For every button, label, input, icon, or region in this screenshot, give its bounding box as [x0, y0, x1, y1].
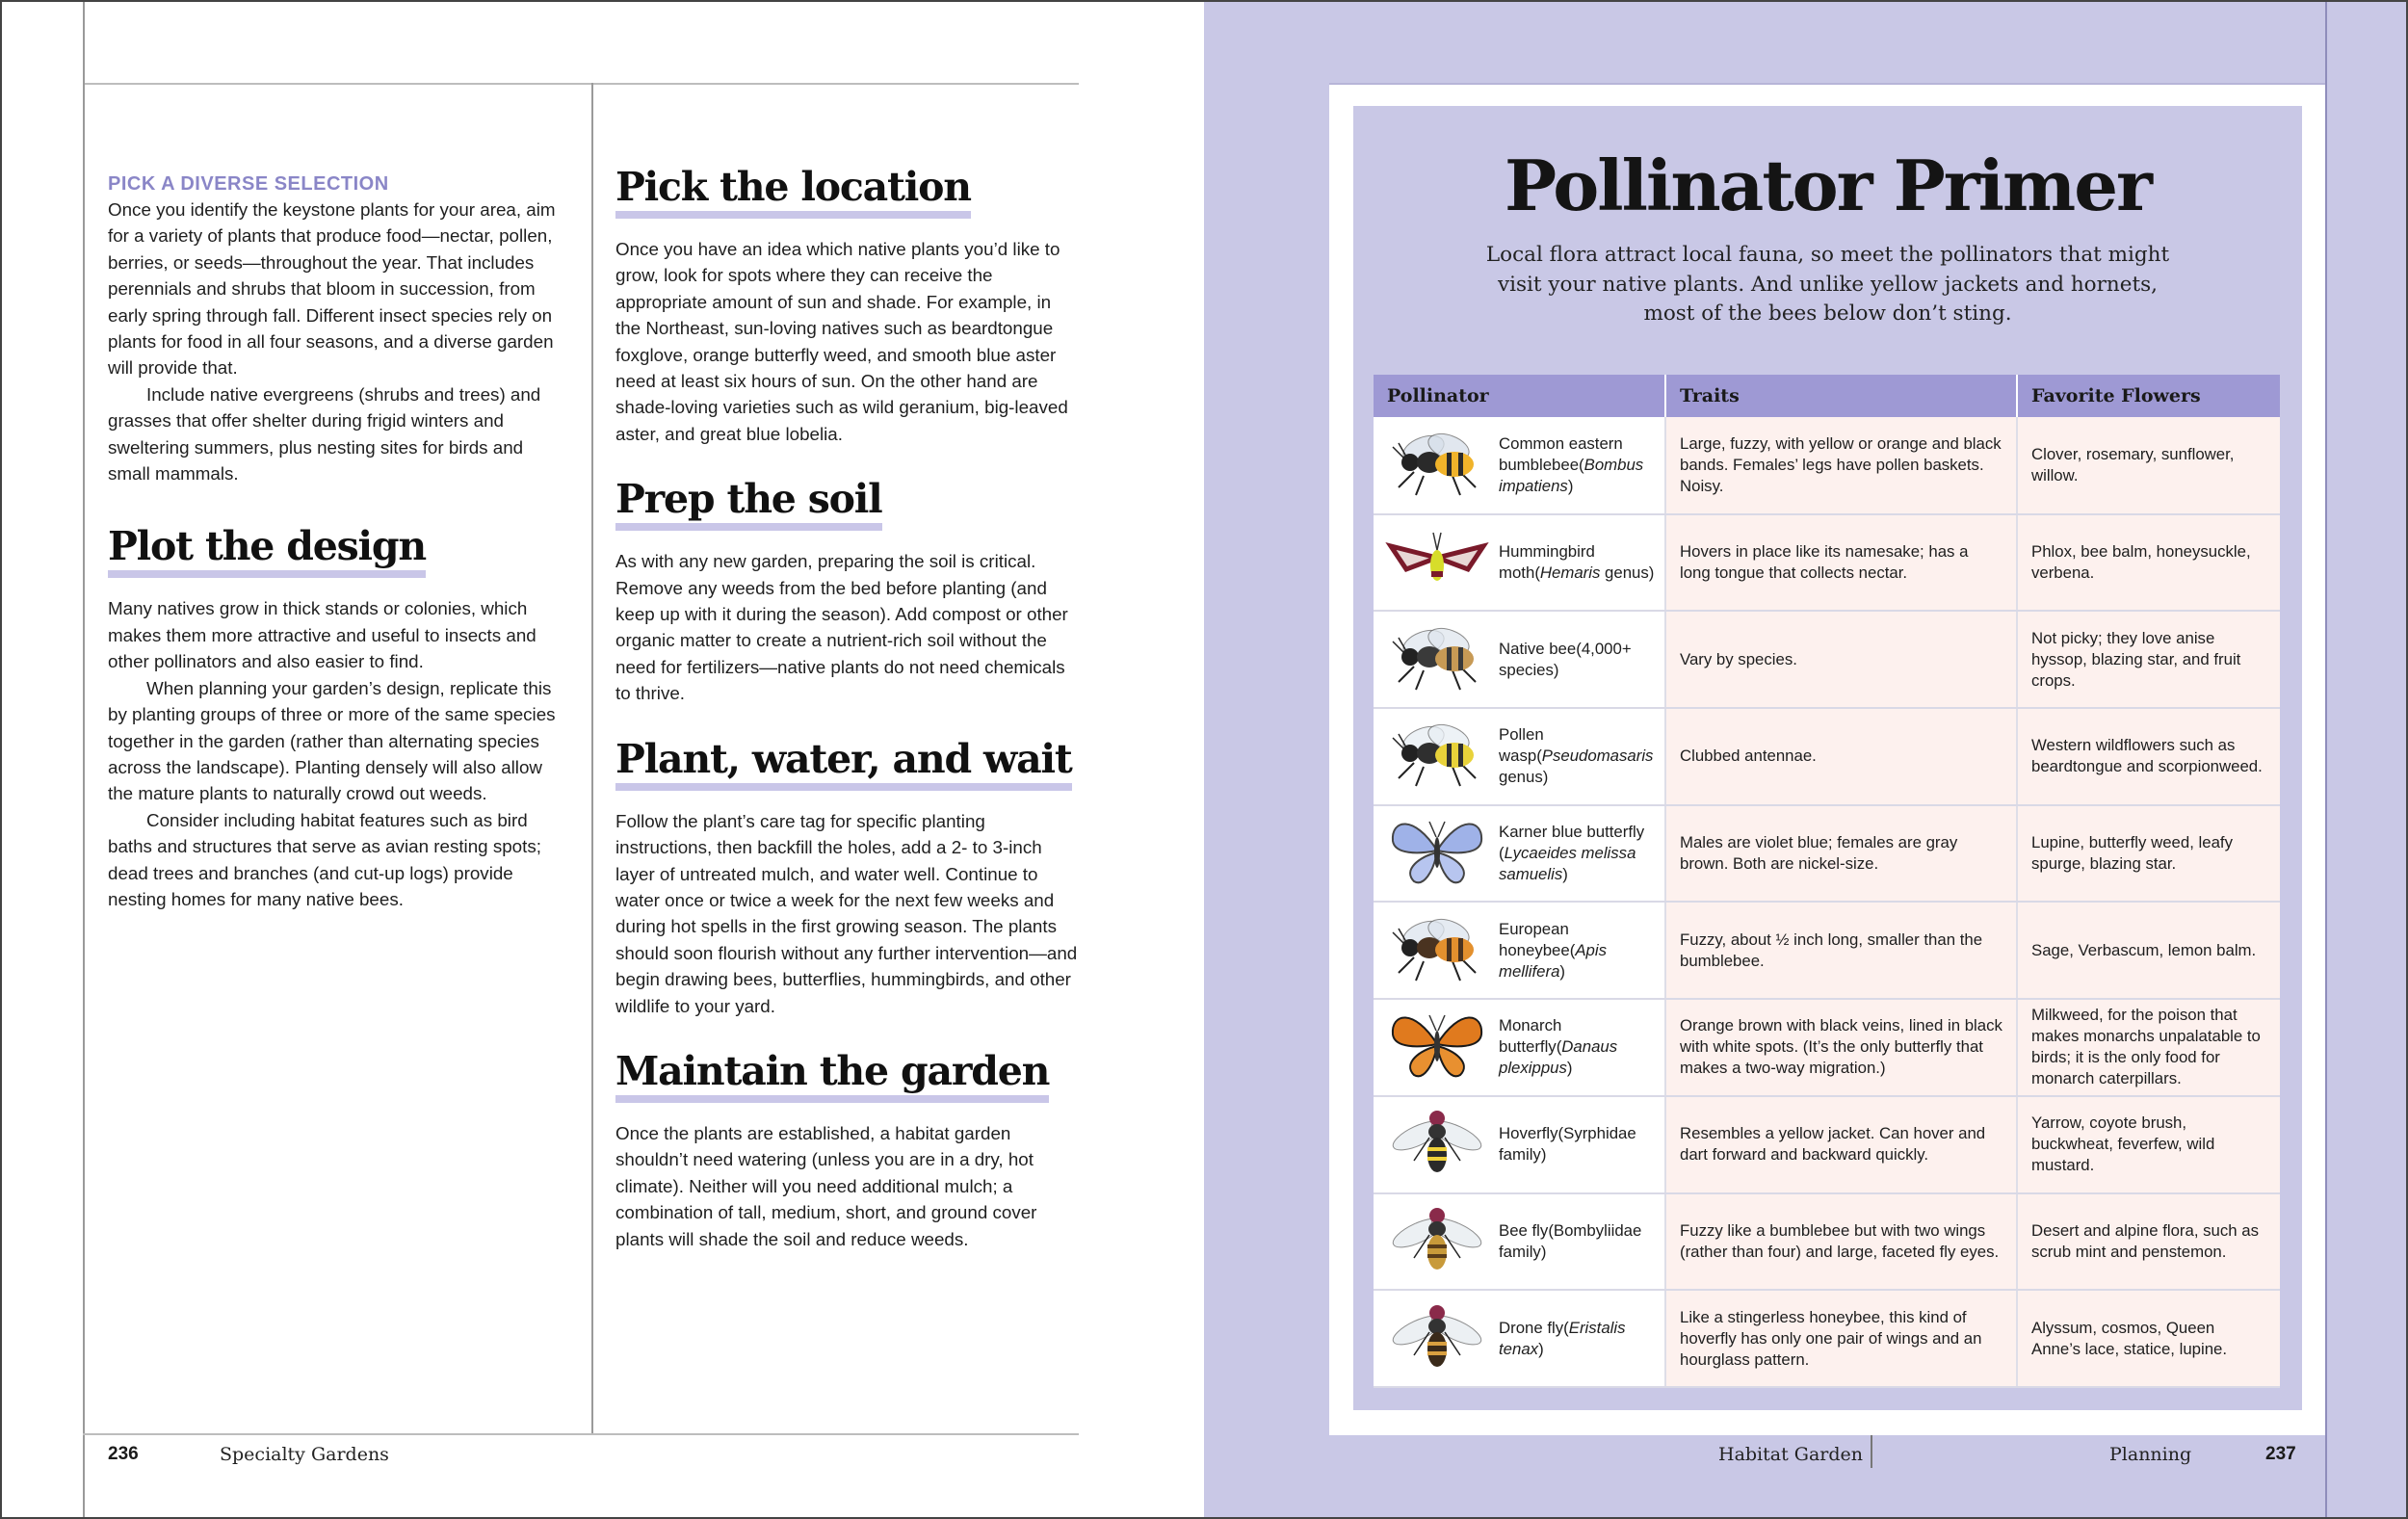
traits-cell: Vary by species.	[1665, 611, 2017, 708]
flowers-cell: Alyssum, cosmos, Queen Anne’s lace, statice, lupine.	[2017, 1290, 2280, 1387]
flowers-cell: Clover, rosemary, sunflower, willow.	[2017, 417, 2280, 514]
hummingbird-moth-icon	[1385, 521, 1489, 604]
monarch-butterfly-icon	[1385, 1006, 1489, 1088]
flowers-cell: Desert and alpine flora, such as scrub mint and penstemon.	[2017, 1193, 2280, 1291]
right-column	[615, 166, 1080, 1283]
honeybee-icon	[1385, 909, 1489, 992]
heading-maintain-garden: Maintain the garden	[615, 1050, 1049, 1103]
traits-cell: Hovers in place like its namesake; has a long tongue that collects nectar.	[1665, 514, 2017, 612]
table-row	[1374, 1193, 2280, 1291]
pollinator-cell	[1374, 611, 1665, 708]
pollinator-name: European honeybee(Apis mellifera)	[1499, 919, 1607, 981]
table-row	[1374, 999, 2280, 1096]
pollinator-name: Hoverfly(Syrphidae family)	[1499, 1124, 1636, 1165]
traits-cell: Clubbed antennae.	[1665, 708, 2017, 805]
traits-cell: Like a stingerless honeybee, this kind of hoverfly has only one pair of wings and an hourglass pattern.	[1665, 1290, 2017, 1387]
traits-cell: Fuzzy, about ½ inch long, smaller than the bumblebee.	[1665, 902, 2017, 999]
traits-cell: Fuzzy like a bumblebee but with two wings (rather than four) and large, faceted fly eyes.	[1665, 1193, 2017, 1291]
pollinator-name: Bee fly(Bombyliidae family)	[1499, 1220, 1642, 1261]
left-column	[108, 171, 570, 912]
flowers-cell: Not picky; they love anise hyssop, blazing star, and fruit crops.	[2017, 611, 2280, 708]
flowers-cell: Lupine, butterfly weed, leafy spurge, blazing star.	[2017, 805, 2280, 903]
paragraph: Once you identify the keystone plants for your area, aim for a variety of plants that produce food—nectar, pollen, berries, or seeds—throughout the year. That includes perennials and shrubs that bloom in succession, from early spring through fall. Different insect species rely on plants for food in all four seasons, and a diverse garden will provide that.	[108, 199, 556, 379]
pollinator-name: Hummingbird moth(Hemaris genus)	[1499, 542, 1655, 583]
heading-plant-water-wait: Plant, water, and wait	[615, 738, 1072, 791]
pollinator-name: Monarch butterfly(Danaus plexippus)	[1499, 1016, 1618, 1078]
hoverfly-icon	[1385, 1103, 1489, 1186]
top-rule	[83, 83, 1079, 85]
primer-intro: Local flora attract local fauna, so meet the pollinators that might visit your native plants. And unlike yellow jackets and hornets, most of the bees below don’t sting.	[1485, 243, 2170, 326]
paragraph: Many natives grow in thick stands or colonies, which makes them more attractive and useful to insects and other pollinators and also easier to find.	[108, 598, 537, 672]
table-row	[1374, 611, 2280, 708]
eyebrow-diverse-selection: PICK A DIVERSE SELECTION	[108, 173, 389, 195]
table-row	[1374, 1290, 2280, 1387]
pollinator-cell	[1374, 902, 1665, 999]
footer-divider	[1871, 1435, 1872, 1468]
running-footer-habitat: Habitat Garden	[1718, 1444, 1864, 1465]
flowers-cell: Western wildflowers such as beardtongue and scorpionweed.	[2017, 708, 2280, 805]
table-row	[1374, 805, 2280, 903]
running-footer-planning: Planning	[2109, 1444, 2192, 1465]
heading-plot-design: Plot the design	[108, 525, 426, 578]
primer-title: Pollinator Primer	[1505, 144, 2151, 226]
running-footer-left: Specialty Gardens	[220, 1444, 389, 1465]
paragraph: As with any new garden, preparing the soil is critical. Remove any weeds from the bed before planting (and keep up with it during the season). Add compost or other organic matter to create a nutrient-rich soil without the need for fertilizers—native plants do not need chemicals to thrive.	[615, 551, 1068, 704]
pollen-wasp-icon	[1385, 715, 1489, 798]
pollinator-name: Karner blue butterfly (Lycaeides melissa samuelis)	[1499, 823, 1645, 884]
flowers-cell: Milkweed, for the poison that makes monarchs unpalatable to birds; it is the only food for monarch caterpillars.	[2017, 999, 2280, 1096]
paragraph: Once the plants are established, a habitat garden shouldn’t need watering (unless you are in a dry, hot climate). Neither will you need additional mulch; a combination of tall, medium, short, and ground cover plants will shade the soil and reduce weeds.	[615, 1122, 1037, 1249]
drone-fly-icon	[1385, 1297, 1489, 1380]
table-row	[1374, 417, 2280, 514]
table-row	[1374, 902, 2280, 999]
page-number-left: 236	[108, 1444, 139, 1464]
pollinator-cell	[1374, 1290, 1665, 1387]
heading-prep-soil: Prep the soil	[615, 478, 882, 531]
table-row	[1374, 514, 2280, 612]
paragraph: Follow the plant’s care tag for specific planting instructions, then backfill the holes, add a 2- to 3-inch layer of untreated mulch, and water well. Continue to water once or twice a week for the next few weeks and during hot spells in the first growing season. The plants should soon flourish without any further intervention—and begin drawing bees, butterflies, hummingbirds, and other wildlife to your yard.	[615, 810, 1078, 1016]
table-header-row	[1374, 375, 2280, 417]
traits-cell: Males are violet blue; females are gray brown. Both are nickel-size.	[1665, 805, 2017, 903]
paragraph: Include native evergreens (shrubs and trees) and grasses that offer shelter during frigid winters and sweltering summers, plus nesting sites for birds and small mammals.	[108, 383, 541, 485]
left-margin-rule	[83, 0, 85, 1519]
flowers-cell: Sage, Verbascum, lemon balm.	[2017, 902, 2280, 999]
pollinator-cell	[1374, 999, 1665, 1096]
pollinator-table	[1374, 375, 2280, 1388]
paragraph: When planning your garden’s design, replicate this by planting groups of three or more of the same species together in the garden (rather than alternating species across the landscape). Planting densely will also allow the mature plants to naturally crowd out weeds.	[108, 677, 556, 804]
butterfly-icon	[1385, 812, 1489, 895]
pollinator-name: Drone fly(Eristalis tenax)	[1499, 1318, 1626, 1358]
bumblebee-icon	[1385, 424, 1489, 507]
header-traits: Traits	[1665, 375, 2017, 417]
heading-pick-location: Pick the location	[615, 166, 971, 219]
bee-fly-icon	[1385, 1200, 1489, 1283]
pollinator-cell	[1374, 1096, 1665, 1193]
right-margin-rule	[2325, 0, 2327, 1519]
header-favorite-flowers: Favorite Flowers	[2017, 375, 2280, 417]
flowers-cell: Phlox, bee balm, honeysuckle, verbena.	[2017, 514, 2280, 612]
paragraph: Once you have an idea which native plants you’d like to grow, look for spots where they can receive the appropriate amount of sun and shade. For example, in the Northeast, sun-loving natives such as beardtongue foxglove, orange butterfly weed, and smooth blue aster need at least six hours of sun. On the other hand are shade-loving varieties such as wild geranium, big-leaved aster, and great blue lobelia.	[615, 239, 1068, 444]
traits-cell: Large, fuzzy, with yellow or orange and black bands. Females’ legs have pollen baskets. Noisy.	[1665, 417, 2017, 514]
traits-cell: Orange brown with black veins, lined in black with white spots. (It’s the only butterfly that makes a two-way migration.)	[1665, 999, 2017, 1096]
traits-cell: Resembles a yellow jacket. Can hover and dart forward and backward quickly.	[1665, 1096, 2017, 1193]
pollinator-name: Common eastern bumblebee(Bombus impatiens)	[1499, 433, 1644, 495]
column-divider	[591, 83, 593, 1435]
pollinator-cell	[1374, 1193, 1665, 1291]
paragraph: Consider including habitat features such as bird baths and structures that serve as avian resting spots; dead trees and branches (and cut-up logs) provide nesting homes for many native bees.	[108, 809, 541, 909]
native-bee-icon	[1385, 618, 1489, 701]
header-pollinator: Pollinator	[1374, 375, 1665, 417]
pollinator-cell	[1374, 514, 1665, 612]
page-number-right: 237	[2265, 1444, 2296, 1464]
pollinator-name: Pollen wasp(Pseudomasaris genus)	[1499, 725, 1654, 787]
bottom-rule	[83, 1433, 1079, 1435]
flowers-cell: Yarrow, coyote brush, buckwheat, feverfew, wild mustard.	[2017, 1096, 2280, 1193]
pollinator-cell	[1374, 417, 1665, 514]
pollinator-cell	[1374, 805, 1665, 903]
table-row	[1374, 708, 2280, 805]
pollinator-name: Native bee(4,000+ species)	[1499, 639, 1632, 679]
pollinator-cell	[1374, 708, 1665, 805]
table-row	[1374, 1096, 2280, 1193]
